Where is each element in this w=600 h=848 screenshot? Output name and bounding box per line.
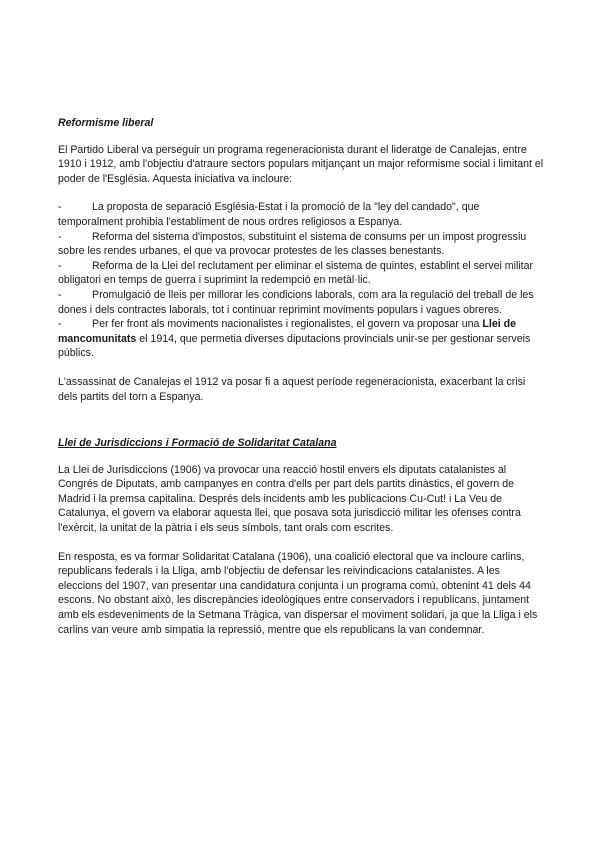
jurisdiccions-paragraph: La Llei de Jurisdiccions (1906) va provocar una reacció hostil envers els diputats catalanistes al Congrés de Diputats, amb campanyes en contra d'ells per part dels partits dinàstics, el govern de Madrid i la premsa capitalina. Després dels incidents amb les publicacions Cu-Cut! i La Veu de Catalunya, el govern va elaborar aquesta llei, que posava sota jurisdicció militar les ofenses contra l'exèrcit, la unitat de la pàtria i els seus símbols, tant orals com escrites.	[58, 463, 521, 535]
list-item	[58, 200, 546, 229]
list-item	[58, 230, 546, 259]
list-bullet: -	[58, 318, 62, 331]
section-heading-reformisme: Reformisme liberal	[58, 117, 154, 129]
list-item-text-before: Per fer front als moviments nacionalistes i regionalistes, el govern va proposar una	[92, 318, 483, 331]
closing-paragraph: L'assassinat de Canalejas el 1912 va posar fi a aquest període regeneracionista, exacerbant la crisi dels partits del torn a Espanya.	[58, 375, 526, 403]
list-item	[58, 259, 546, 288]
section-spacer	[58, 418, 546, 436]
list-item-bold-term: Llei de mancomunitats	[58, 318, 516, 345]
list-bullet: -	[58, 288, 62, 301]
list-bullet: -	[58, 201, 62, 214]
list-item-text: Promulgació de lleis per millorar les condicions laborals, com ara la regulació del treball de les dones i dels contractes laborals, tot i continuar reprimint moviments populars i vagues obreres.	[58, 288, 534, 316]
document-page	[58, 116, 546, 651]
reform-list	[58, 200, 546, 361]
list-item-text: Reforma de la Llei del reclutament per eliminar el sistema de quintes, establint el servei militar obligatori en temps de guerra i suprimint la redempció en metàl·lic.	[58, 259, 534, 287]
list-item	[58, 288, 546, 317]
section-heading-jurisdiccions: Llei de Jurisdiccions i Formació de Solidaritat Catalana	[58, 437, 337, 450]
list-bullet: -	[58, 230, 62, 243]
list-bullet: -	[58, 259, 62, 272]
list-item	[58, 317, 546, 361]
list-item-text: La proposta de separació Església-Estat i la promoció de la "ley del candado", que temporalment prohibia l'establiment de nous ordres religiosos a Espanya.	[58, 201, 480, 228]
solidaritat-paragraph: En resposta, es va formar Solidaritat Catalana (1906), una coalició electoral que va incloure carlins, republicans federals i la Lliga, amb l'objectiu de defensar les reivindicacions catalanistes. A les eleccions del 1907, van presentar una candidatura conjunta i un programa comú, obtenint 41 dels 44 escons. No obstant això, les discrepàncies ideològiques entre conservadors i republicans, juntament amb els esdeveniments de la Setmana Tràgica, van dispersar el moviment solidari, ja que la Lliga i els carlins van veure amb simpatia la repressió, mentre que els republicans la van condemnar.	[58, 550, 538, 636]
intro-paragraph: El Partido Liberal va perseguir un programa regeneracionista durant el lideratge de Canalejas, entre 1910 i 1912, amb l'objectiu d'atraure sectors populars mitjançant un major reformisme social i limitant el poder de l'Església. Aquesta iniciativa va incloure:	[58, 143, 544, 185]
list-item-text: Reforma del sistema d'impostos, substituint el sistema de consums per un impost progressiu sobre les rendes urbanes, el que va provocar protestes de les classes benestants.	[58, 230, 527, 258]
list-item-text-after: el 1914, que permetia diverses diputacions provincials unir-se per gestionar serveis públics.	[58, 332, 531, 360]
